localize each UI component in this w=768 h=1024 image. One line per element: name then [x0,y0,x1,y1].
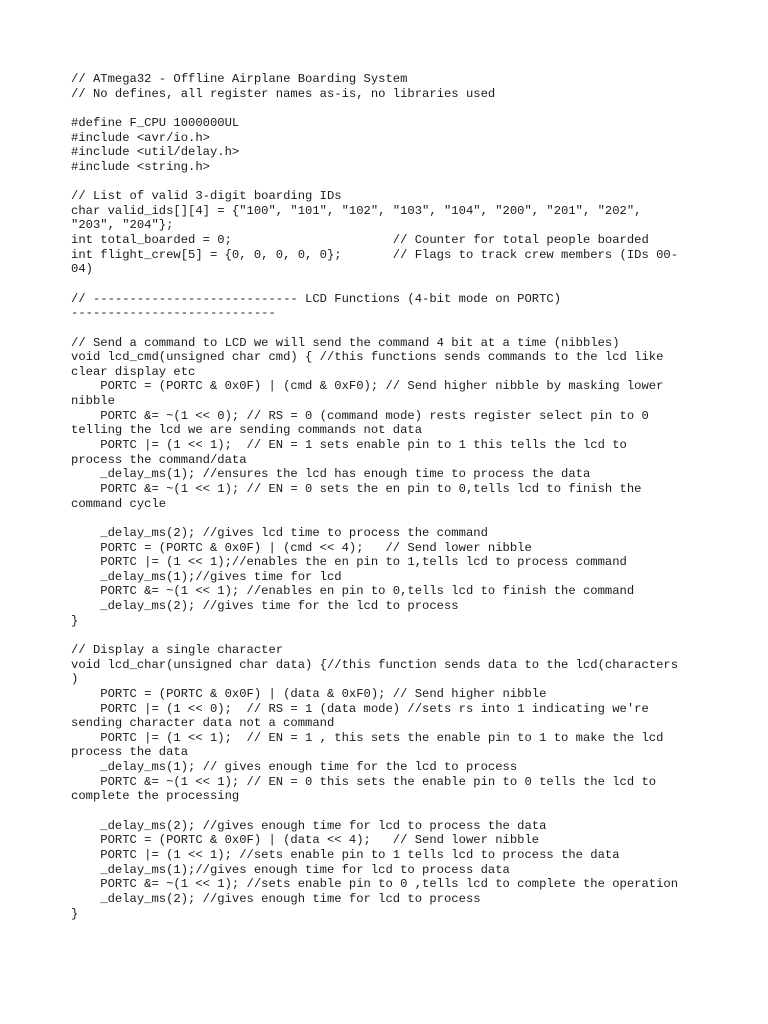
code-line: _delay_ms(2); //gives time for the lcd to process [71,599,459,614]
code-line: "203", "204"}; [71,218,174,233]
code-line: process the command/data [71,452,247,467]
code-line: PORTC |= (1 << 1); //sets enable pin to 1 tells lcd to process the data [71,847,620,862]
code-line: PORTC |= (1 << 1); // EN = 1 sets enable pin to 1 this tells the lcd to [71,438,627,453]
code-line: PORTC &= ~(1 << 1); //sets enable pin to 0 ,tells lcd to complete the operation [71,877,679,892]
code-line: _delay_ms(1); // gives enough time for the lcd to process [71,760,518,775]
code-line: void lcd_char(unsigned char data) {//this function sends data to the lcd(characters [71,657,679,672]
code-line: 04) [71,262,93,277]
code-listing [71,72,711,921]
code-line: _delay_ms(2); //gives lcd time to process the command [71,525,488,540]
code-line: _delay_ms(1);//gives time for lcd [71,569,342,584]
code-line [71,321,711,336]
code-line [71,277,711,292]
code-line: // Display a single character [71,642,284,657]
code-line: int total_boarded = 0; // Counter for total people boarded [71,233,649,248]
code-line: // No defines, all register names as-is, no libraries used [71,86,496,101]
code-line: #define F_CPU 1000000UL [71,115,240,130]
code-line: ---------------------------- [71,306,276,321]
code-line: clear display etc [71,364,196,379]
code-line: PORTC = (PORTC & 0x0F) | (data & 0xF0); // Send higher nibble [71,686,547,701]
code-line: PORTC &= ~(1 << 0); // RS = 0 (command mode) rests register select pin to 0 [71,408,649,423]
code-line: _delay_ms(2); //gives enough time for lcd to process the data [71,818,547,833]
code-line: void lcd_cmd(unsigned char cmd) { //this functions sends commands to the lcd like [71,350,664,365]
code-line: #include <avr/io.h> [71,130,210,145]
code-line: char valid_ids[][4] = {"100", "101", "102", "103", "104", "200", "201", "202", [71,203,642,218]
code-line: // List of valid 3-digit boarding IDs [71,189,342,204]
code-line [71,628,711,643]
code-line: #include <util/delay.h> [71,145,240,160]
code-line: // ATmega32 - Offline Airplane Boarding System [71,72,408,86]
code-line [71,174,711,189]
code-line: PORTC &= ~(1 << 1); //enables en pin to 0,tells lcd to finish the command [71,584,635,599]
code-line: _delay_ms(2); //gives enough time for lcd to process [71,891,481,906]
code-line: PORTC = (PORTC & 0x0F) | (data << 4); // Send lower nibble [71,833,540,848]
code-line [71,101,711,116]
code-line: PORTC &= ~(1 << 1); // EN = 0 this sets the enable pin to 0 tells the lcd to [71,774,657,789]
code-line: _delay_ms(1);//gives enough time for lcd to process data [71,862,510,877]
code-line: PORTC |= (1 << 0); // RS = 1 (data mode) //sets rs into 1 indicating we're [71,701,649,716]
code-line: // Send a command to LCD we will send the command 4 bit at a time (nibbles) [71,335,620,350]
code-line: telling the lcd we are sending commands not data [71,423,423,438]
code-line: } [71,906,79,921]
code-line: } [71,613,79,628]
code-line: // ---------------------------- LCD Functions (4-bit mode on PORTC) [71,291,562,306]
code-line [71,511,711,526]
code-line: ) [71,672,79,687]
code-line [71,804,711,819]
code-line: PORTC = (PORTC & 0x0F) | (cmd << 4); // Send lower nibble [71,540,532,555]
code-line: sending character data not a command [71,716,335,731]
code-line: PORTC &= ~(1 << 1); // EN = 0 sets the en pin to 0,tells lcd to finish the [71,481,642,496]
code-line: process the data [71,745,189,760]
code-line: nibble [71,394,115,409]
code-line: int flight_crew[5] = {0, 0, 0, 0, 0}; // Flags to track crew members (IDs 00- [71,247,679,262]
code-line: _delay_ms(1); //ensures the lcd has enough time to process the data [71,467,591,482]
code-line: #include <string.h> [71,159,210,174]
code-line: complete the processing [71,789,240,804]
code-line: PORTC = (PORTC & 0x0F) | (cmd & 0xF0); // Send higher nibble by masking lower [71,379,664,394]
code-line: PORTC |= (1 << 1); // EN = 1 , this sets the enable pin to 1 to make the lcd [71,730,664,745]
code-line: command cycle [71,496,167,511]
code-line: PORTC |= (1 << 1);//enables the en pin to 1,tells lcd to process command [71,555,627,570]
